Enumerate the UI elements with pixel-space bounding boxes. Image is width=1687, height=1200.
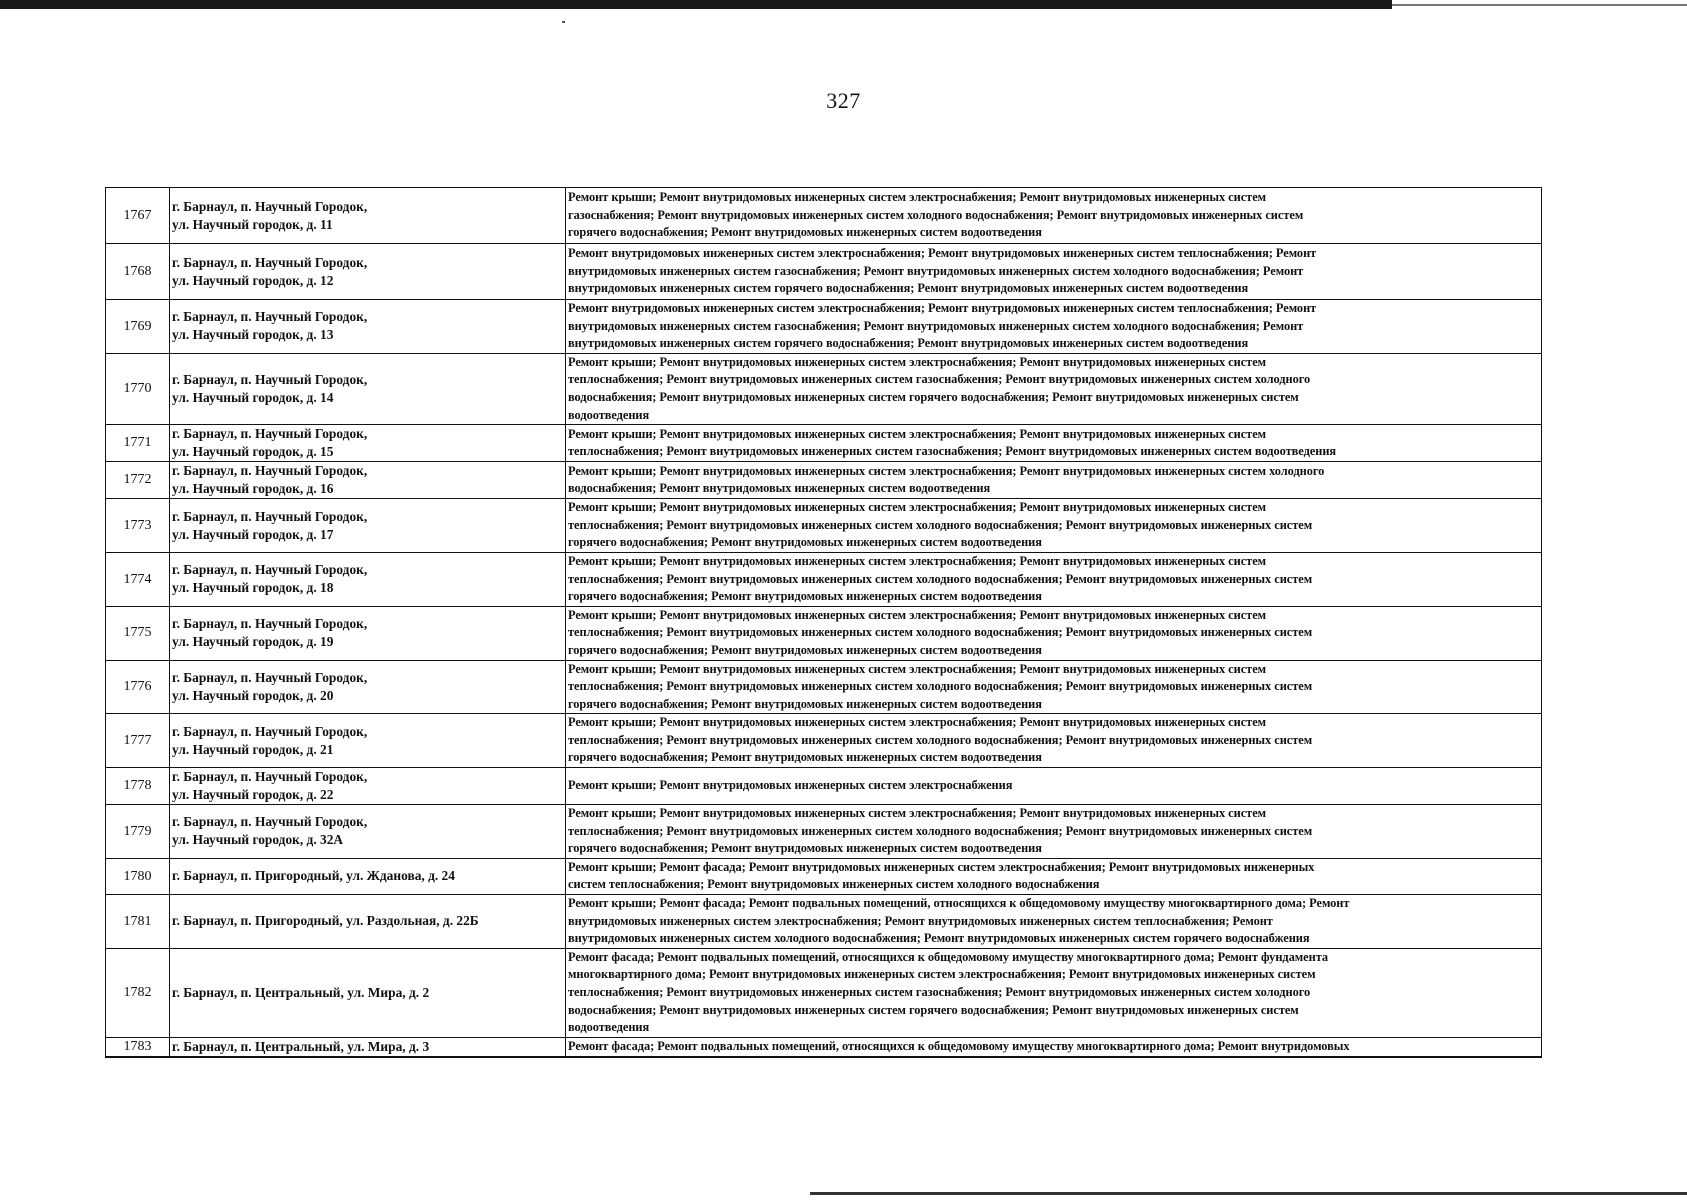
works-line: теплоснабжения; Ремонт внутридомовых инженерных систем холодного водоснабжения; Ремонт внутридомовых инженерных систем	[568, 517, 1313, 532]
works-cell	[566, 300, 1542, 354]
address-line: ул. Научный городок, д. 20	[172, 687, 334, 703]
address-line: ул. Научный городок, д. 19	[172, 634, 334, 650]
works-line: Ремонт крыши; Ремонт внутридомовых инженерных систем электроснабжения; Ремонт внутридомовых инженерных систем	[568, 806, 1267, 821]
works-line: внутридомовых инженерных систем электроснабжения; Ремонт внутридомовых инженерных систем теплоснабжения; Ремонт	[568, 913, 1273, 928]
works-line: внутридомовых инженерных систем горячего водоснабжения; Ремонт внутридомовых инженерных систем водоотведения	[568, 281, 1249, 296]
works-line: горячего водоснабжения; Ремонт внутридомовых инженерных систем водоотведения	[568, 225, 1042, 240]
works-cell	[566, 353, 1542, 424]
address-cell	[170, 895, 566, 949]
row-number: 1773	[106, 499, 170, 553]
address-cell	[170, 660, 566, 714]
works-line: Ремонт крыши; Ремонт фасада; Ремонт внутридомовых инженерных систем электроснабжения; Ремонт внутридомовых инженерных	[568, 859, 1315, 874]
row-number: 1775	[106, 606, 170, 660]
address-line: ул. Научный городок, д. 15	[172, 444, 334, 460]
address-cell	[170, 1037, 566, 1057]
works-line: газоснабжения; Ремонт внутридомовых инженерных систем холодного водоснабжения; Ремонт внутридомовых инженерных систем	[568, 207, 1304, 222]
works-line: Ремонт фасада; Ремонт подвальных помещений, относящихся к общедомовому имуществу многоквартирного дома; Ремонт внутридомовых	[568, 1038, 1350, 1053]
table-row	[106, 188, 1542, 244]
address-line: г. Барнаул, п. Научный Городок,	[172, 198, 368, 214]
address-line: ул. Научный городок, д. 16	[172, 481, 334, 497]
table-row	[106, 353, 1542, 424]
table-row	[106, 895, 1542, 949]
row-number: 1769	[106, 300, 170, 354]
works-line: горячего водоснабжения; Ремонт внутридомовых инженерных систем водоотведения	[568, 642, 1042, 657]
works-cell	[566, 244, 1542, 300]
works-cell	[566, 660, 1542, 714]
works-line: Ремонт крыши; Ремонт внутридомовых инженерных систем электроснабжения	[568, 778, 1013, 793]
address-cell	[170, 300, 566, 354]
address-cell	[170, 425, 566, 462]
works-line: водоснабжения; Ремонт внутридомовых инженерных систем водоотведения	[568, 481, 991, 496]
row-number: 1779	[106, 805, 170, 859]
address-cell	[170, 552, 566, 606]
works-cell	[566, 768, 1542, 805]
address-line: г. Барнаул, п. Центральный, ул. Мира, д. 3	[172, 1038, 430, 1054]
address-line: г. Барнаул, п. Научный Городок,	[172, 508, 368, 524]
scan-edge-top	[0, 0, 1392, 9]
works-line: теплоснабжения; Ремонт внутридомовых инженерных систем газоснабжения; Ремонт внутридомовых инженерных систем водоотведения	[568, 444, 1337, 459]
address-line: г. Барнаул, п. Научный Городок,	[172, 616, 368, 632]
works-cell	[566, 858, 1542, 894]
address-cell	[170, 188, 566, 244]
works-cell	[566, 499, 1542, 553]
row-number: 1777	[106, 714, 170, 768]
table-row	[106, 948, 1542, 1037]
table-row	[106, 606, 1542, 660]
table-row	[106, 552, 1542, 606]
scan-edge-top-thin	[1392, 4, 1687, 6]
works-line: водоотведения	[568, 407, 650, 422]
address-cell	[170, 768, 566, 805]
page-number: 327	[826, 88, 861, 113]
works-line: Ремонт крыши; Ремонт внутридомовых инженерных систем электроснабжения; Ремонт внутридомовых инженерных систем	[568, 607, 1267, 622]
table-row	[106, 858, 1542, 894]
address-line: ул. Научный городок, д. 14	[172, 389, 334, 405]
works-cell	[566, 552, 1542, 606]
address-cell	[170, 499, 566, 553]
works-line: Ремонт крыши; Ремонт внутридомовых инженерных систем электроснабжения; Ремонт внутридомовых инженерных систем холодного	[568, 463, 1325, 478]
address-cell	[170, 462, 566, 499]
works-line: горячего водоснабжения; Ремонт внутридомовых инженерных систем водоотведения	[568, 750, 1042, 765]
row-number: 1768	[106, 244, 170, 300]
row-number: 1782	[106, 948, 170, 1037]
address-line: г. Барнаул, п. Научный Городок,	[172, 254, 368, 270]
works-line: Ремонт крыши; Ремонт внутридомовых инженерных систем электроснабжения; Ремонт внутридомовых инженерных систем	[568, 553, 1267, 568]
table-row	[106, 660, 1542, 714]
table-row	[106, 714, 1542, 768]
row-number: 1770	[106, 353, 170, 424]
table-row	[106, 768, 1542, 805]
works-line: Ремонт крыши; Ремонт внутридомовых инженерных систем электроснабжения; Ремонт внутридомовых инженерных систем	[568, 426, 1267, 441]
works-cell	[566, 188, 1542, 244]
table-row	[106, 462, 1542, 499]
works-cell	[566, 948, 1542, 1037]
works-line: Ремонт внутридомовых инженерных систем электроснабжения; Ремонт внутридомовых инженерных систем теплоснабжения; Ремонт	[568, 301, 1317, 315]
address-cell	[170, 948, 566, 1037]
row-number: 1767	[106, 188, 170, 244]
works-line: теплоснабжения; Ремонт внутридомовых инженерных систем холодного водоснабжения; Ремонт внутридомовых инженерных систем	[568, 732, 1313, 747]
row-number: 1771	[106, 425, 170, 462]
address-line: г. Барнаул, п. Пригородный, ул. Раздольная, д. 22Б	[172, 913, 479, 929]
address-line: ул. Научный городок, д. 32А	[172, 832, 344, 848]
scan-speck	[562, 21, 565, 23]
works-cell	[566, 714, 1542, 768]
works-line: теплоснабжения; Ремонт внутридомовых инженерных систем холодного водоснабжения; Ремонт внутридомовых инженерных систем	[568, 679, 1313, 694]
works-cell	[566, 895, 1542, 949]
works-line: водоснабжения; Ремонт внутридомовых инженерных систем горячего водоснабжения; Ремонт внутридомовых инженерных систем	[568, 389, 1299, 404]
works-cell	[566, 425, 1542, 462]
address-line: г. Барнаул, п. Пригородный, ул. Жданова, д. 24	[172, 868, 455, 884]
address-line: г. Барнаул, п. Научный Городок,	[172, 814, 368, 830]
table-row	[106, 300, 1542, 354]
address-line: г. Барнаул, п. Научный Городок,	[172, 723, 368, 739]
works-line: многоквартирного дома; Ремонт внутридомовых инженерных систем электроснабжения; Ремонт внутридомовых инженерных систем	[568, 967, 1316, 982]
row-number: 1781	[106, 895, 170, 949]
row-number: 1776	[106, 660, 170, 714]
works-line: Ремонт крыши; Ремонт внутридомовых инженерных систем электроснабжения; Ремонт внутридомовых инженерных систем	[568, 715, 1267, 730]
address-line: ул. Научный городок, д. 21	[172, 741, 334, 757]
address-line: ул. Научный городок, д. 11	[172, 216, 333, 232]
works-cell	[566, 606, 1542, 660]
address-cell	[170, 606, 566, 660]
table-row	[106, 499, 1542, 553]
address-cell	[170, 353, 566, 424]
address-line: г. Барнаул, п. Научный Городок,	[172, 669, 368, 685]
row-number: 1774	[106, 552, 170, 606]
works-line: систем теплоснабжения; Ремонт внутридомовых инженерных систем холодного водоснабжения	[568, 877, 1100, 892]
address-cell	[170, 244, 566, 300]
works-line: Ремонт внутридомовых инженерных систем электроснабжения; Ремонт внутридомовых инженерных систем теплоснабжения; Ремонт	[568, 246, 1317, 261]
address-line: ул. Научный городок, д. 18	[172, 580, 334, 596]
table-row	[106, 425, 1542, 462]
works-line: горячего водоснабжения; Ремонт внутридомовых инженерных систем водоотведения	[568, 535, 1042, 550]
table-body	[106, 188, 1542, 1057]
works-cell	[566, 462, 1542, 499]
address-line: г. Барнаул, п. Научный Городок,	[172, 309, 368, 325]
address-line: г. Барнаул, п. Научный Городок,	[172, 769, 368, 785]
table-row	[106, 244, 1542, 300]
address-line: г. Барнаул, п. Научный Городок,	[172, 562, 368, 578]
repair-register-table	[105, 187, 1542, 1058]
address-cell	[170, 805, 566, 859]
works-line: горячего водоснабжения; Ремонт внутридомовых инженерных систем водоотведения	[568, 696, 1042, 711]
row-number: 1778	[106, 768, 170, 805]
row-number: 1772	[106, 462, 170, 499]
works-cell	[566, 805, 1542, 859]
works-cell	[566, 1037, 1542, 1057]
works-line: теплоснабжения; Ремонт внутридомовых инженерных систем холодного водоснабжения; Ремонт внутридомовых инженерных систем	[568, 571, 1313, 586]
works-line: внутридомовых инженерных систем холодного водоснабжения; Ремонт внутридомовых инженерных систем горячего водоснабжения	[568, 931, 1310, 946]
address-cell	[170, 714, 566, 768]
table-row	[106, 1037, 1542, 1057]
address-line: г. Барнаул, п. Научный Городок,	[172, 463, 368, 479]
address-line: ул. Научный городок, д. 12	[172, 272, 334, 288]
works-line: внутридомовых инженерных систем горячего водоснабжения; Ремонт внутридомовых инженерных систем водоотведения	[568, 336, 1249, 351]
address-line: ул. Научный городок, д. 13	[172, 327, 334, 343]
table-row	[106, 805, 1542, 859]
works-line: теплоснабжения; Ремонт внутридомовых инженерных систем холодного водоснабжения; Ремонт внутридомовых инженерных систем	[568, 625, 1313, 640]
works-line: внутридомовых инженерных систем газоснабжения; Ремонт внутридомовых инженерных систем холодного водоснабжения; Ремонт	[568, 263, 1304, 278]
works-line: водоотведения	[568, 1020, 650, 1035]
address-line: ул. Научный городок, д. 22	[172, 787, 334, 803]
works-line: внутридомовых инженерных систем газоснабжения; Ремонт внутридомовых инженерных систем холодного водоснабжения; Ремонт	[568, 318, 1304, 333]
row-number: 1783	[106, 1037, 170, 1057]
works-line: горячего водоснабжения; Ремонт внутридомовых инженерных систем водоотведения	[568, 589, 1042, 604]
address-line: ул. Научный городок, д. 17	[172, 526, 334, 542]
works-line: теплоснабжения; Ремонт внутридомовых инженерных систем газоснабжения; Ремонт внутридомовых инженерных систем холодного	[568, 372, 1311, 387]
works-line: Ремонт крыши; Ремонт внутридомовых инженерных систем электроснабжения; Ремонт внутридомовых инженерных систем	[568, 190, 1267, 205]
works-line: Ремонт крыши; Ремонт внутридомовых инженерных систем электроснабжения; Ремонт внутридомовых инженерных систем	[568, 500, 1267, 515]
address-line: г. Барнаул, п. Научный Городок,	[172, 371, 368, 387]
works-line: теплоснабжения; Ремонт внутридомовых инженерных систем холодного водоснабжения; Ремонт внутридомовых инженерных систем	[568, 823, 1313, 838]
works-line: Ремонт крыши; Ремонт внутридомовых инженерных систем электроснабжения; Ремонт внутридомовых инженерных систем	[568, 354, 1267, 369]
address-line: г. Барнаул, п. Научный Городок,	[172, 426, 368, 442]
address-cell	[170, 858, 566, 894]
works-line: Ремонт фасада; Ремонт подвальных помещений, относящихся к общедомовому имуществу многоквартирного дома; Ремонт фундамента	[568, 949, 1329, 964]
works-line: водоснабжения; Ремонт внутридомовых инженерных систем горячего водоснабжения; Ремонт внутридомовых инженерных систем	[568, 1002, 1299, 1017]
works-line: теплоснабжения; Ремонт внутридомовых инженерных систем газоснабжения; Ремонт внутридомовых инженерных систем холодного	[568, 985, 1311, 999]
row-number: 1780	[106, 858, 170, 894]
works-line: горячего водоснабжения; Ремонт внутридомовых инженерных систем водоотведения	[568, 841, 1042, 856]
works-line: Ремонт крыши; Ремонт фасада; Ремонт подвальных помещений, относящихся к общедомовому имуществу многоквартирного дома; Ремонт	[568, 896, 1350, 911]
works-line: Ремонт крыши; Ремонт внутридомовых инженерных систем электроснабжения; Ремонт внутридомовых инженерных систем	[568, 661, 1267, 676]
address-line: г. Барнаул, п. Центральный, ул. Мира, д. 2	[172, 984, 430, 1000]
scan-edge-bottom	[810, 1192, 1687, 1195]
